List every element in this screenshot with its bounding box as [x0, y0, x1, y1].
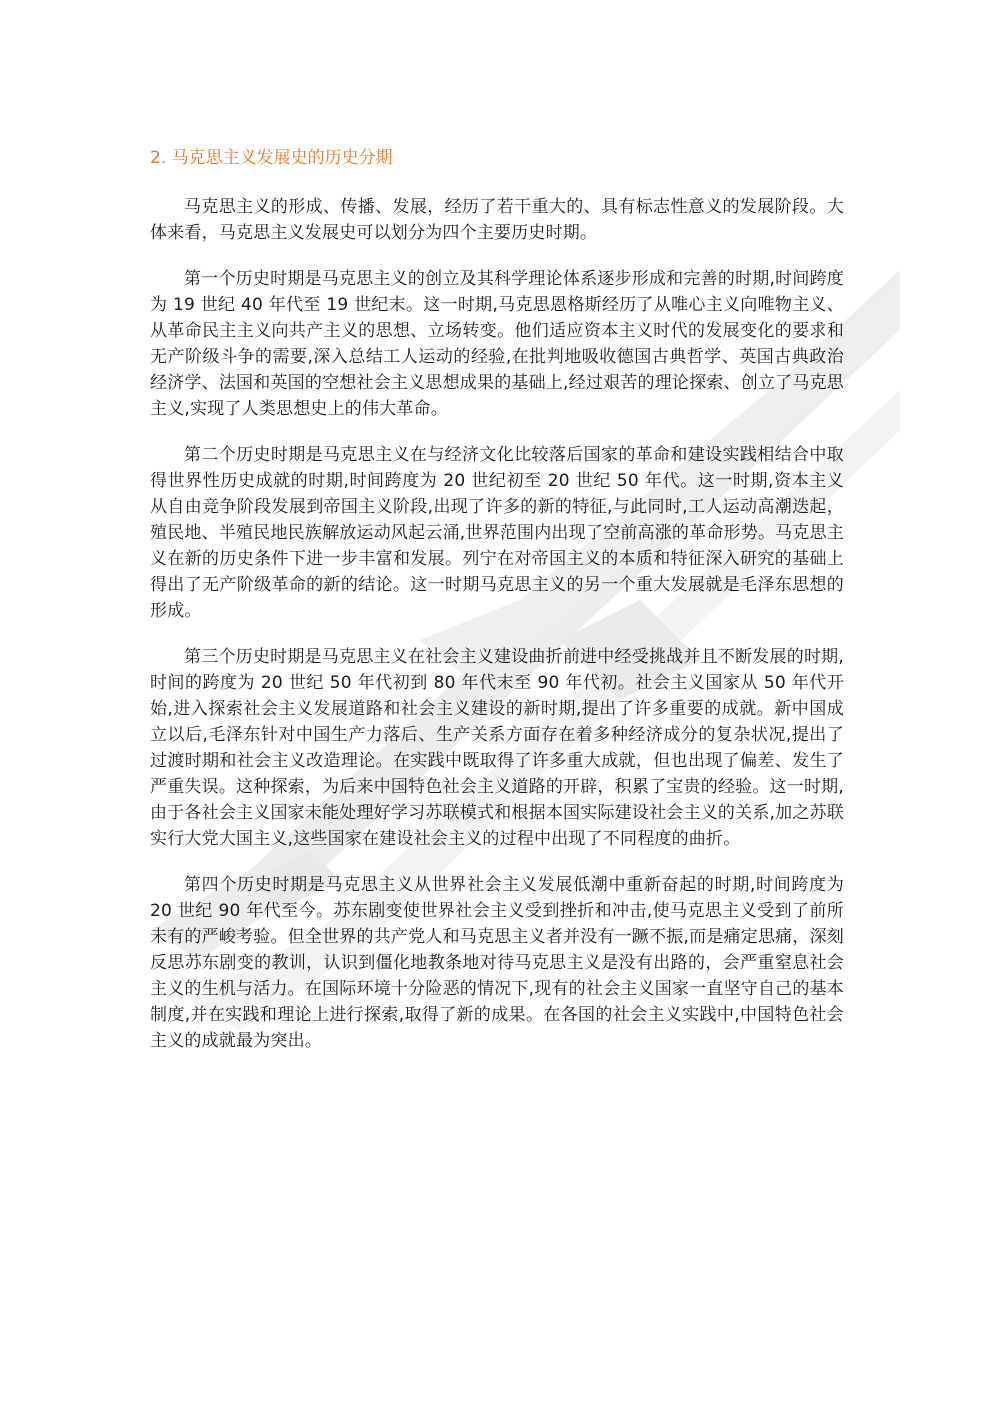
- paragraph-period-3: 第三个历史时期是马克思主义在社会主义建设曲折前进中经受挑战并且不断发展的时期,时间的跨度为 20 世纪 50 年代初到 80 年代末至 90 年代初。社会主义国家从 50 年代开始,进入探索社会主义发展道路和社会主义建设的新时期,提出了许多重要的成就。新中国成立以后,毛泽东针对中国生产力落后、生产关系方面存在着多种经济成分的复杂状况,提出了过渡时期和社会主义改造理论。在实践中既取得了许多重大成就，但也出现了偏差、发生了严重失误。这种探索，为后来中国特色社会主义道路的开辟，积累了宝贵的经验。这一时期,由于各社会主义国家未能处理好学习苏联模式和根据本国实际建设社会主义的关系,加之苏联实行大党大国主义,这些国家在建设社会主义的过程中出现了不同程度的曲折。: [150, 647, 844, 849]
- paragraph-period-4: 第四个历史时期是马克思主义从世界社会主义发展低潮中重新奋起的时期,时间跨度为 20 世纪 90 年代至今。苏东剧变使世界社会主义受到挫折和冲击,使马克思主义受到了前所未有的严峻考验。但全世界的共产党人和马克思主义者并没有一蹶不振,而是痛定思痛，深刻反思苏东剧变的教训，认识到僵化地教条地对待马克思主义是没有出路的，会严重窒息社会主义的生机与活力。在国际环境十分险恶的情况下,现有的社会主义国家一直坚守自己的基本制度,并在实践和理论上进行探索,取得了新的成果。在各国的社会主义实践中,中国特色社会主义的成就最为突出。: [150, 875, 844, 1051]
- section-heading: 2. 马克思主义发展史的历史分期: [150, 148, 393, 168]
- paragraph-period-1: 第一个历史时期是马克思主义的创立及其科学理论体系逐步形成和完善的时期,时间跨度为 19 世纪 40 年代至 19 世纪末。这一时期,马克思恩格斯经历了从唯心主义向唯物主义、从革命民主主义向共产主义的思想、立场转变。他们适应资本主义时代的发展变化的要求和无产阶级斗争的需要,深入总结工人运动的经验,在批判地吸收德国古典哲学、英国古典政治经济学、法国和英国的空想社会主义思想成果的基础上,经过艰苦的理论探索、创立了马克思主义,实现了人类思想史上的伟大革命。: [150, 269, 844, 419]
- paragraph-period-2: 第二个历史时期是马克思主义在与经济文化比较落后国家的革命和建设实践相结合中取得世界性历史成就的时期,时间跨度为 20 世纪初至 20 世纪 50 年代。这一时期,资本主义从自由竞争阶段发展到帝国主义阶段,出现了许多的新的特征,与此同时,工人运动高潮迭起，殖民地、半殖民地民族解放运动风起云涌,世界范围内出现了空前高涨的革命形势。马克思主义在新的历史条件下进一步丰富和发展。列宁在对帝国主义的本质和特征深入研究的基础上得出了无产阶级革命的新的结论。这一时期马克思主义的另一个重大发展就是毛泽东思想的形成。: [150, 445, 844, 621]
- paragraph-intro: 马克思主义的形成、传播、发展，经历了若干重大的、具有标志性意义的发展阶段。大体来看，马克思主义发展史可以划分为四个主要历史时期。: [150, 197, 844, 243]
- document-body: [150, 144, 844, 1074]
